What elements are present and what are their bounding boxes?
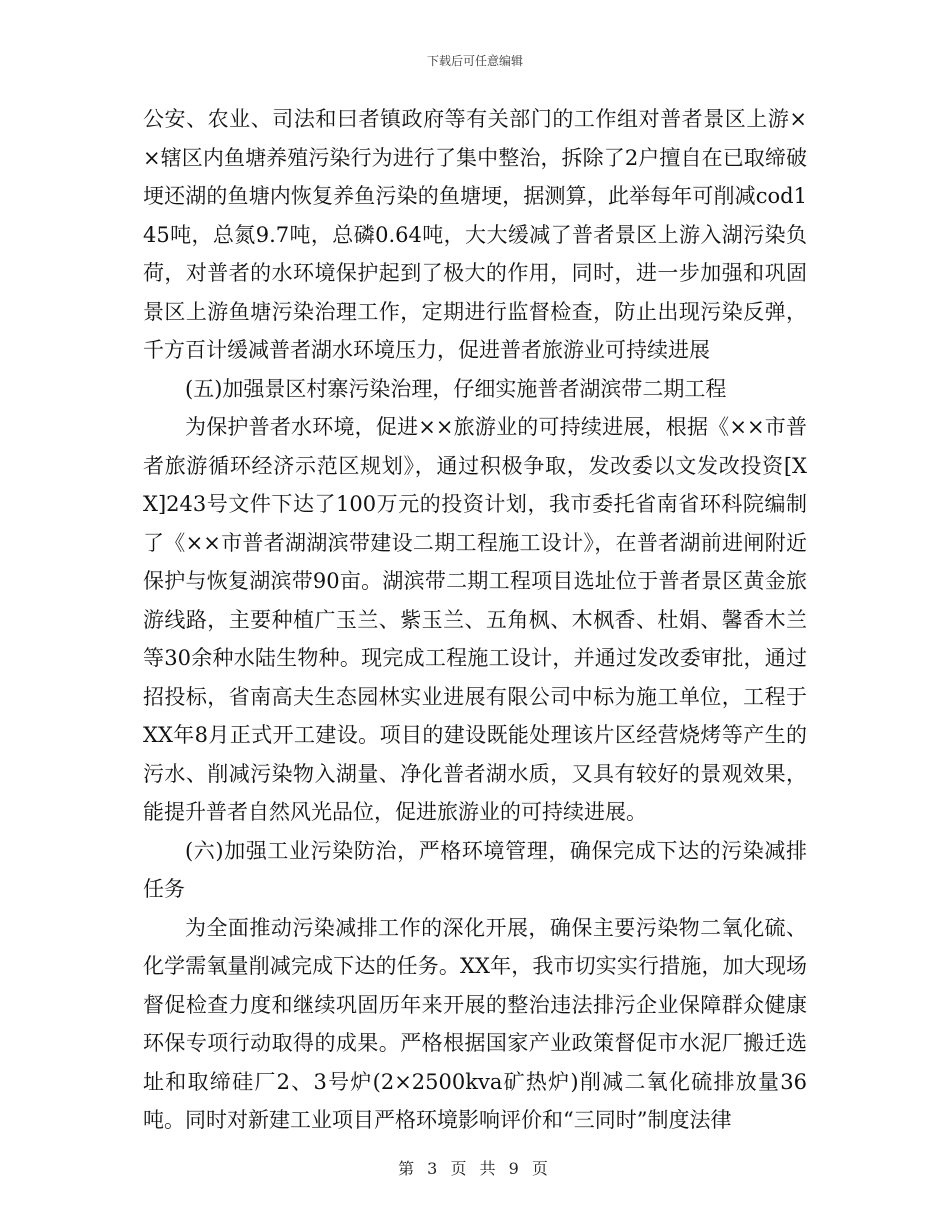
- section-heading-6: (六)加强工业污染防治，严格环境管理，确保完成下达的污染减排任务: [143, 838, 807, 901]
- document-body: [143, 100, 807, 1140]
- paragraph-2: 为保护普者水环境，促进××旅游业的可持续进展，根据《××市普者旅游循环经济示范区规划》，通过积极争取，发改委以文发改投资[XX]243号文件下达了100万元的投资计划，我市委托省南省环科院编制了《××市普者湖湖滨带建设二期工程施工设计》，在普者湖前进闸附近保护与恢复湖滨带90亩。湖滨带二期工程项目选址位于普者景区黄金旅游线路，主要种植广玉兰、紫玉兰、五角枫、木枫香、杜娟、馨香木兰等30余种水陆生物种。现完成工程施工设计，并通过发改委审批，通过招投标，省南高夫生态园林实业进展有限公司中标为施工单位，工程于XX年8月正式开工建设。项目的建设既能处理该片区经营烧烤等产生的污水、削减污染物入湖量、净化普者湖水质，又具有较好的景观效果，能提升普者自然风光品位，促进旅游业的可持续进展。: [143, 415, 807, 824]
- paragraph-3: 为全面推动污染减排工作的深化开展，确保主要污染物二氧化硫、化学需氧量削减完成下达的任务。XX年，我市切实实行措施，加大现场督促检查力度和继续巩固历年来开展的整治违法排污企业保障群众健康环保专项行动取得的成果。严格根据国家产业政策督促市水泥厂搬迁选址和取缔硅厂2、3号炉(2×2500kva矿热炉)削减二氧化硫排放量36吨。同时对新建工业项目严格环境影响评价和“三同时”制度法律: [143, 915, 807, 1132]
- page-number-footer: 第 3 页 共 9 页: [398, 1159, 552, 1178]
- page-header: 下载后可任意编辑: [426, 54, 523, 68]
- paragraph-1: 公安、农业、司法和曰者镇政府等有关部门的工作组对普者景区上游××辖区内鱼塘养殖污染行为进行了集中整治，拆除了2户擅自在已取缔破埂还湖的鱼塘内恢复养鱼污染的鱼塘埂，据测算，此举每年可削减cod145吨，总氮9.7吨，总磷0.64吨，大大缓减了普者景区上游入湖污染负荷，对普者的水环境保护起到了极大的作用，同时，进一步加强和巩固景区上游鱼塘污染治理工作，定期进行监督检查，防止出现污染反弹，千方百计缓减普者湖水环境压力，促进普者旅游业可持续进展: [143, 107, 807, 362]
- section-heading-5: (五)加强景区村寨污染治理，仔细实施普者湖滨带二期工程: [185, 376, 727, 401]
